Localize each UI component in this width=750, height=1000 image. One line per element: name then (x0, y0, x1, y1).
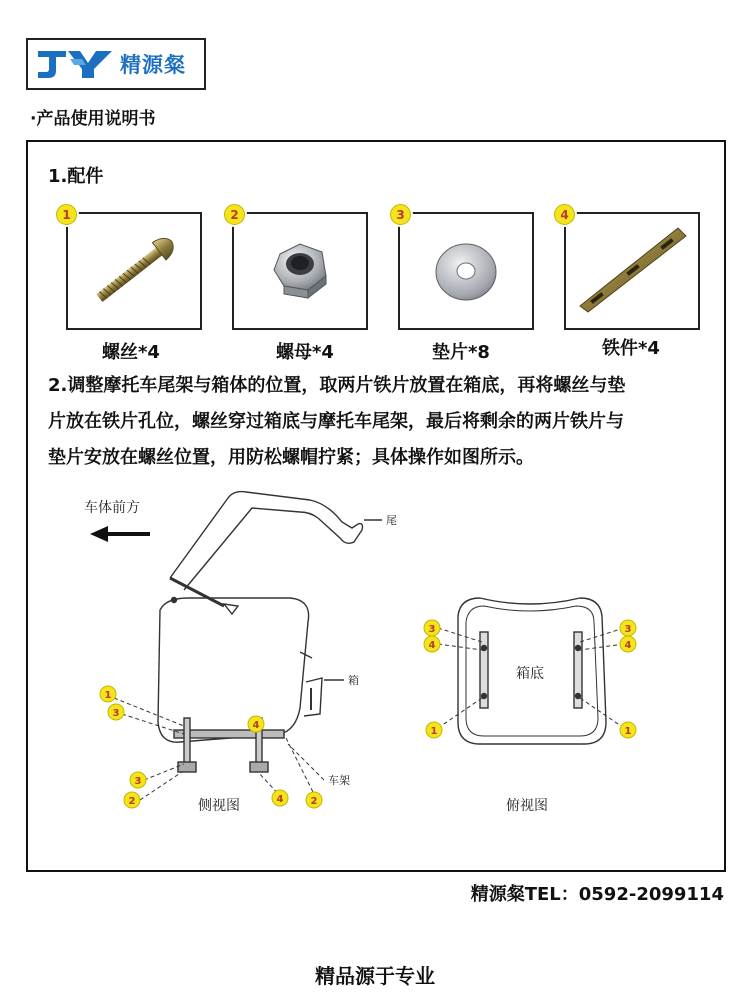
part-label-screw: 螺丝*4 (102, 342, 160, 363)
part-label-nut: 螺母*4 (276, 342, 334, 363)
instruction-frame (26, 140, 726, 872)
part-nut-box (232, 212, 368, 330)
direction-label: 车体前方 (84, 500, 140, 516)
svg-text:4: 4 (428, 640, 436, 651)
side-view-caption: 侧视图 (198, 798, 240, 814)
part-iron-plate-box (564, 212, 700, 330)
arrow-left-icon (90, 526, 150, 542)
part-number-badge-2: 2 (224, 204, 245, 225)
jy-logo-icon (36, 47, 114, 81)
section-accessories-title: 1.配件 (48, 166, 104, 187)
box-label-side: 箱 (348, 674, 359, 687)
nut-icon (234, 214, 366, 328)
brand-logo (26, 38, 206, 90)
svg-text:4: 4 (624, 640, 632, 651)
screw-icon (68, 214, 200, 328)
installation-diagram (28, 482, 724, 872)
instruction-line: 垫片安放在螺丝位置，用防松螺帽拧紧；具体操作如图所示。 (48, 447, 534, 468)
svg-text:1: 1 (104, 690, 112, 701)
side-view-drawing (114, 492, 382, 800)
part-label-iron-plate: 铁件*4 (602, 338, 660, 359)
side-view-badges (100, 686, 322, 808)
tail-label: 尾 (386, 514, 397, 527)
top-view-caption: 俯视图 (506, 798, 548, 814)
part-number-badge-4: 4 (554, 204, 575, 225)
rack-label: 车架 (328, 774, 350, 787)
installation-instructions (48, 368, 718, 476)
brand-name: 精源粲 (120, 53, 186, 77)
part-washer-box (398, 212, 534, 330)
part-number-badge-1: 1 (56, 204, 77, 225)
part-screw-box (66, 212, 202, 330)
part-number-badge-3: 3 (390, 204, 411, 225)
svg-text:3: 3 (624, 624, 632, 635)
manual-title: ·产品使用说明书 (30, 109, 156, 129)
iron-plate-icon (566, 214, 698, 328)
svg-text:4: 4 (276, 794, 284, 805)
instruction-line: 片放在铁片孔位，螺丝穿过箱底与摩托车尾架，最后将剩余的两片铁片与 (48, 411, 624, 432)
box-bottom-label: 箱底 (516, 666, 544, 682)
svg-text:3: 3 (134, 776, 142, 787)
svg-text:1: 1 (624, 726, 632, 737)
svg-text:2: 2 (310, 796, 318, 807)
part-label-washer: 垫片*8 (432, 342, 490, 363)
instruction-line: 2.调整摩托车尾架与箱体的位置，取两片铁片放置在箱底，再将螺丝与垫 (48, 375, 626, 396)
washer-icon (400, 214, 532, 328)
svg-text:3: 3 (428, 624, 436, 635)
svg-text:2: 2 (128, 796, 136, 807)
svg-text:1: 1 (430, 726, 438, 737)
footer-telephone: 精源粲TEL：0592-2099114 (470, 884, 724, 905)
svg-text:3: 3 (112, 708, 120, 719)
svg-text:4: 4 (252, 720, 260, 731)
footer-slogan: 精品源于专业 (315, 964, 435, 988)
